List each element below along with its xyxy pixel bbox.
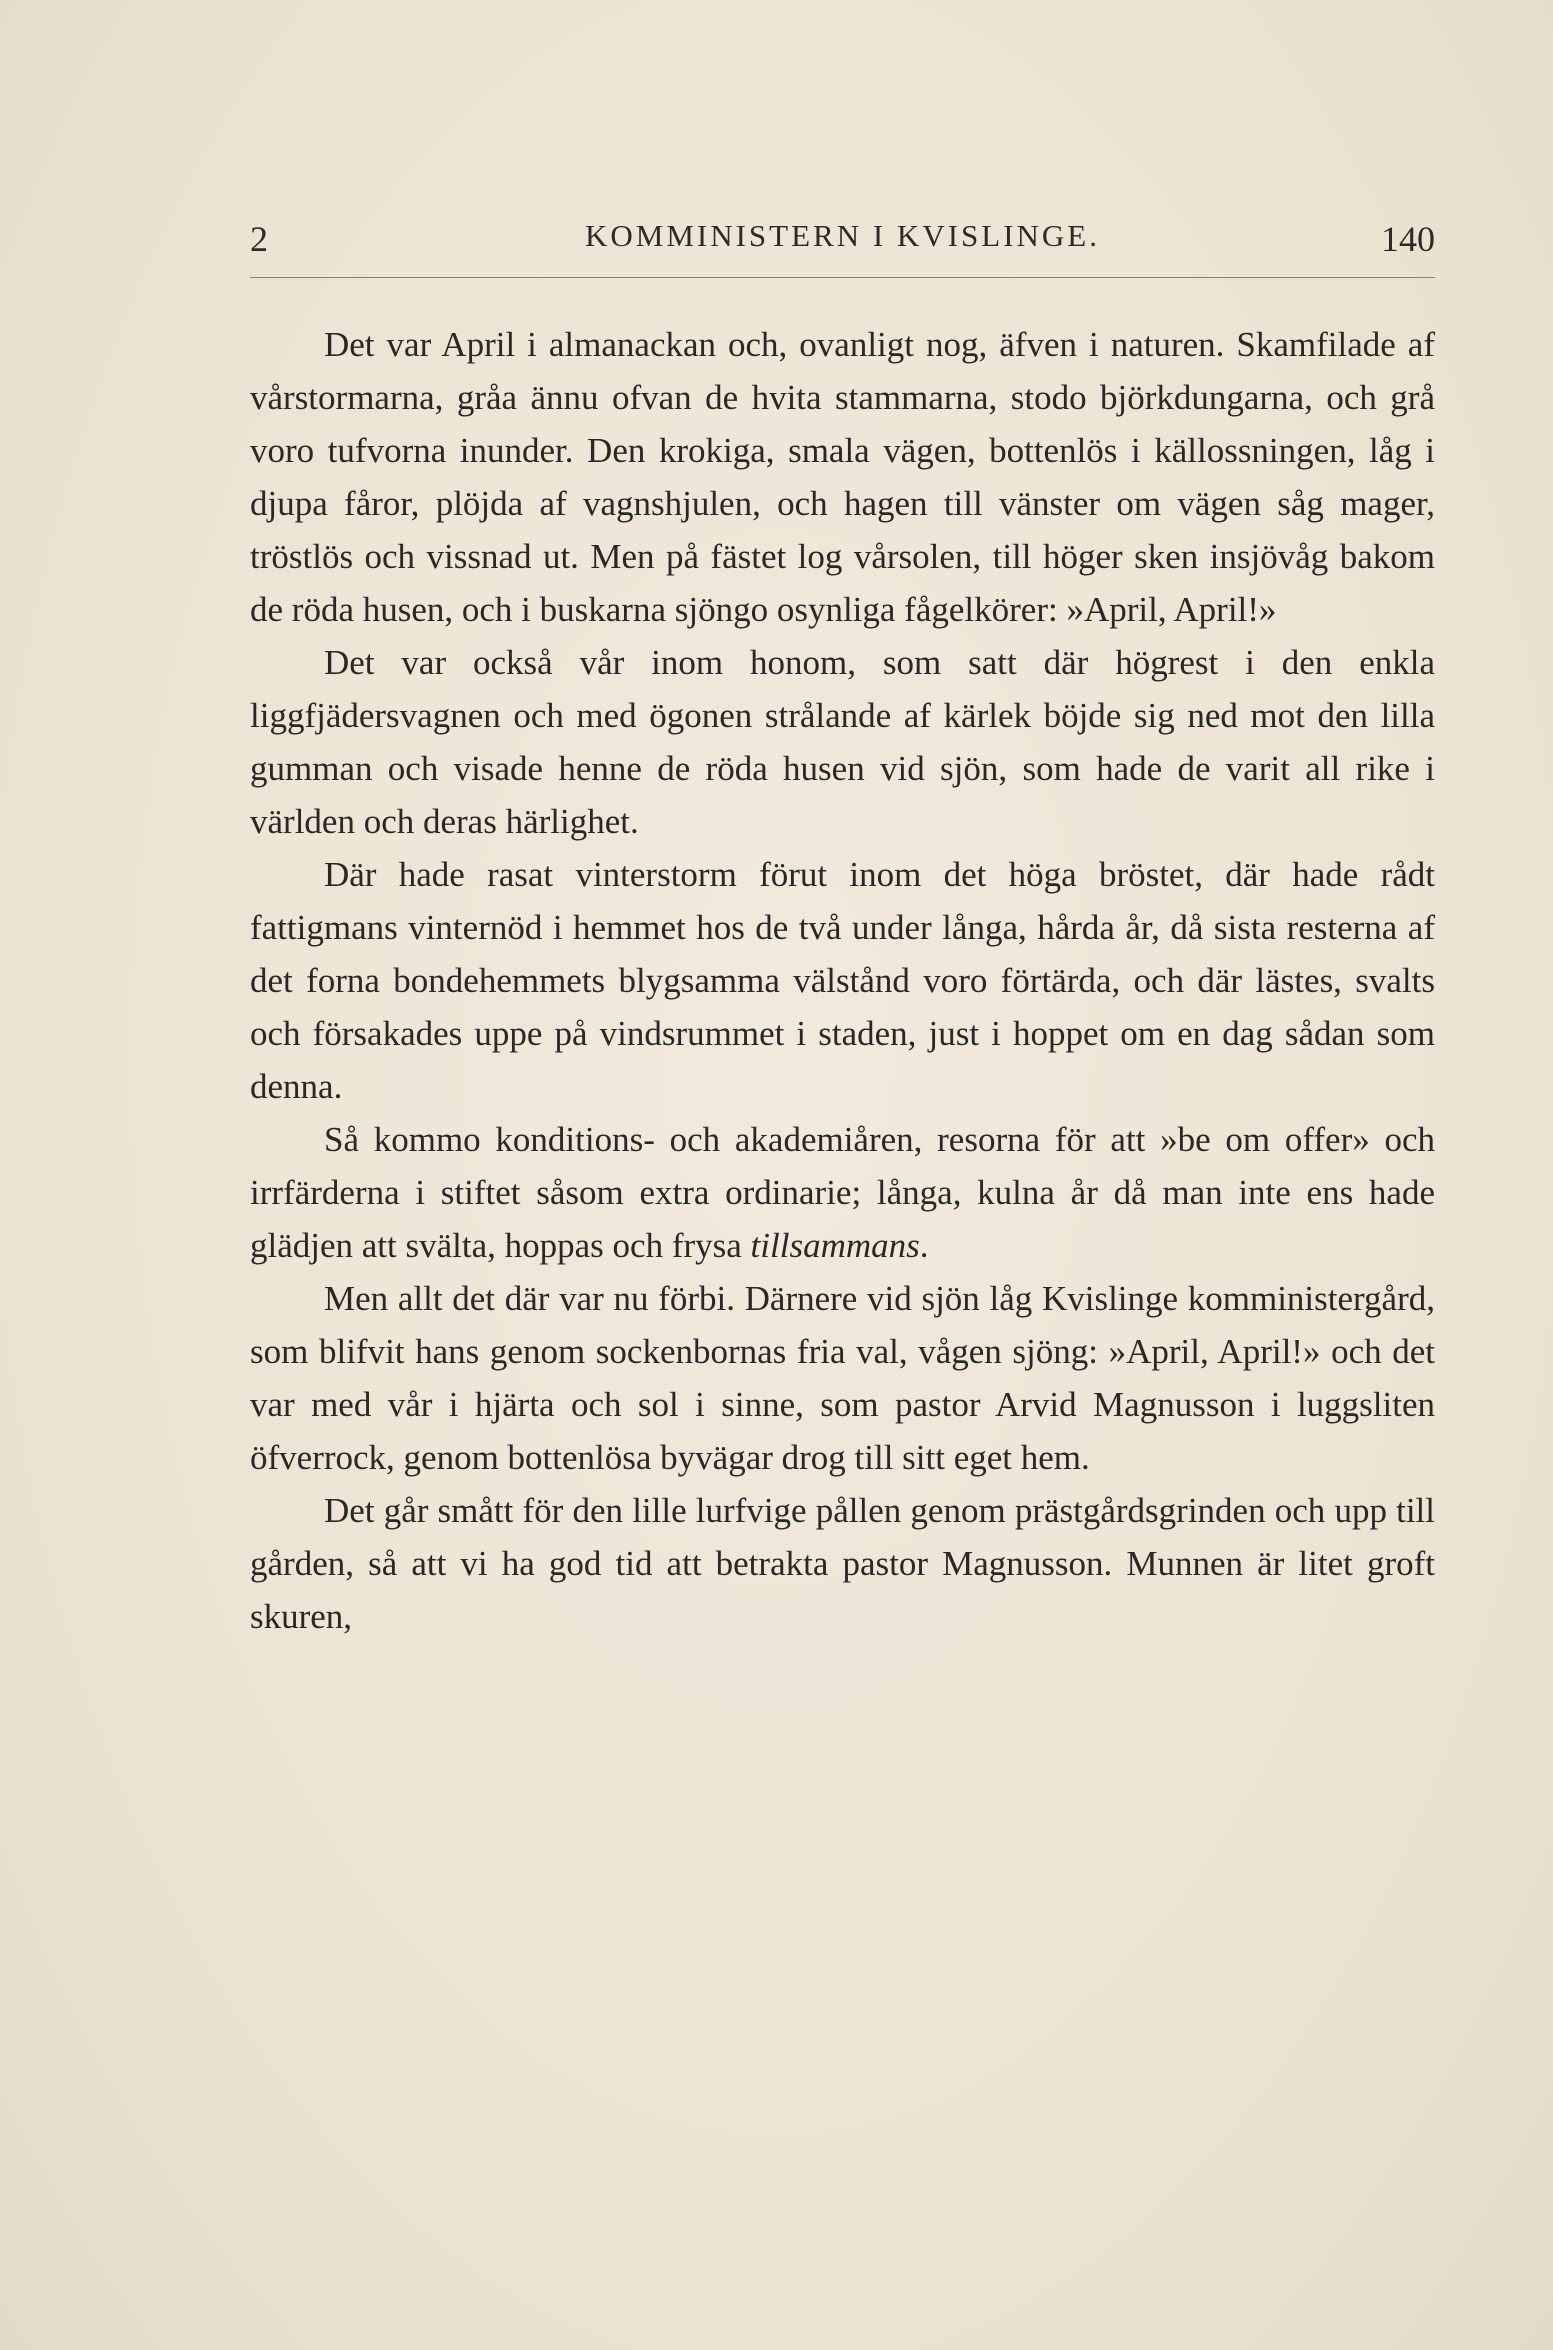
page-header xyxy=(250,218,1435,268)
running-title: KOMMINISTERN I KVISLINGE. xyxy=(585,218,1100,253)
paragraph-4-text: Så kommo konditions- och akademiåren, resorna för att »be om offer» och irrfärderna i stiftet såsom extra ordinarie; långa, kulna år då man inte ens hade glädjen att svälta, hoppas och frysa xyxy=(250,1120,1435,1265)
paragraph-6: Det går smått för den lille lurfvige pållen genom prästgårdsgrinden och upp till gården, så att vi ha god tid att betrakta pastor Magnusson. Munnen är litet groft skuren, xyxy=(250,1491,1435,1636)
paragraph-1: Det var April i almanackan och, ovanligt nog, äfven i naturen. Skamfilade af vårstormarna, gråa ännu ofvan de hvita stammarna, stodo björkdungarna, och grå voro tufvorna inunder. Den krokiga, smala vägen, bottenlös i källossningen, låg i djupa fåror, plöjda af vagnshjulen, och hagen till vänster om vägen såg mager, tröstlös och vissnad ut. Men på fästet log vårsolen, till höger sken insjövåg bakom de röda husen, och i buskarna sjöngo osynliga fågelkörer: »April, April!» xyxy=(250,325,1435,629)
page-number-left: 2 xyxy=(250,219,268,259)
paragraph-4-emphasis: tillsammans xyxy=(750,1226,920,1265)
paragraph-2: Det var också vår inom honom, som satt där högrest i den enkla liggfjädersvagnen och med ögonen strålande af kärlek böjde sig ned mot den lilla gumman och visade henne de röda husen vid sjön, som hade de varit all rike i världen och deras härlighet. xyxy=(250,643,1435,841)
paragraph-5: Men allt det där var nu förbi. Därnere vid sjön låg Kvislinge komministergård, som blifvit hans genom sockenbornas fria val, vågen sjöng: »April, April!» och det var med vår i hjärta och sol i sinne, som pastor Arvid Magnusson i luggsliten öfverrock, genom bottenlösa byvägar drog till sitt eget hem. xyxy=(250,1279,1435,1477)
paragraph-3: Där hade rasat vinterstorm förut inom det höga bröstet, där hade rådt fattigmans vinternöd i hemmet hos de två under långa, hårda år, då sista resterna af det forna bondehemmets blygsamma välstånd voro förtärda, och där lästes, svalts och försakades uppe på vindsrummet i staden, just i hoppet om en dag sådan som denna. xyxy=(250,855,1435,1106)
page-number-right: 140 xyxy=(1381,219,1435,259)
paragraph-4 xyxy=(250,1113,1435,1272)
paragraph-4-end: . xyxy=(919,1226,929,1265)
header-rule xyxy=(250,277,1435,278)
body-text xyxy=(250,318,1435,1643)
